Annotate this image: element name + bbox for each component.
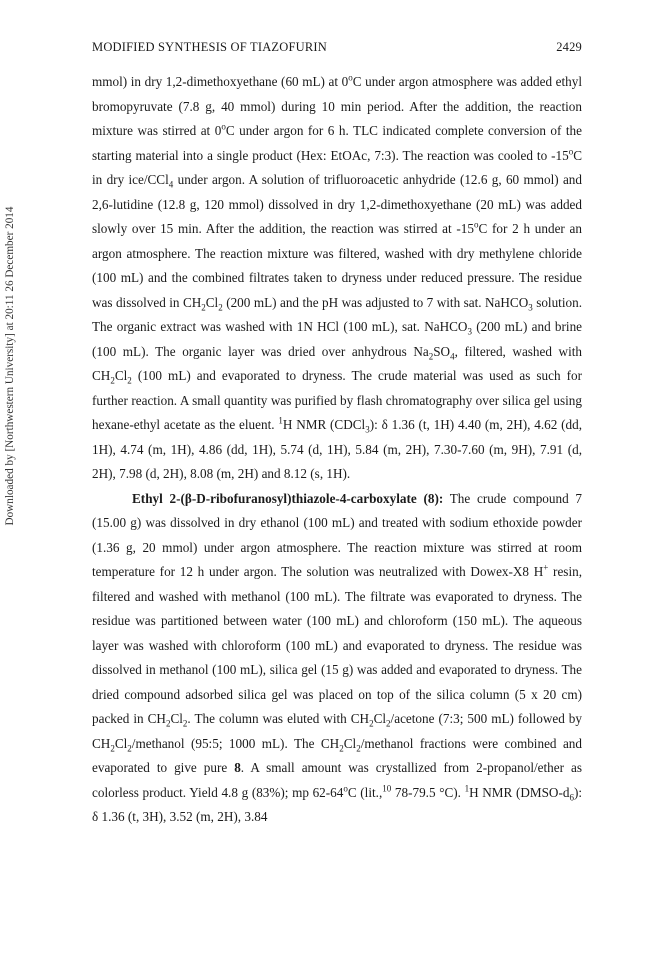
body-text <box>92 70 582 830</box>
download-margin-note: Downloaded by [Northwestern University] at 20:11 26 December 2014 <box>4 206 16 526</box>
paragraph-procedure: mmol) in dry 1,2-dimethoxyethane (60 mL) at 0$^o$C under argon atmosphere was added ethyl bromopyruvate (7.8 g, 40 mmol) during 10 min period. After the addition, the reaction mixture was stirred at 0$^o$C under argon for 6 h. TLC indicated complete conversion of the starting material into a single product (Hex: EtOAc, 7:3). The reaction was cooled to -15$^o$C in dry ice/CCl$_4$ under argon. A solution of trifluoroacetic anhydride (12.6 g, 60 mmol) and 2,6-lutidine (12.8 g, 120 mmol) dissolved in dry 1,2-dimethoxyethane (20 mL) was added slowly over 15 min. After the addition, the reaction was stirred at -15$^o$C for 2 h under an argon atmosphere. The reaction mixture was filtered, washed with dry methylene chloride (100 mL) and the combined filtrates taken to dryness under reduced pressure. The residue was dissolved in $CH_2Cl_2$ (200 mL) and the pH was adjusted to 7 with sat. NaHCO$_3$ solution. The organic extract was washed with 1N HCl (100 mL), sat. NaHCO$_3$ (200 mL) and brine (100 mL). The organic layer was dried over anhydrous $Na_2SO_4$, filtered, washed with $CH_2Cl_2$ (100 mL) and evaporated to dryness. The crude material was used as such for further reaction. A small quantity was purified by flash chromatography over silica gel using hexane-ethyl acetate as the eluent. $^1$H NMR (CDCl$_3$): δ 1.36 (t, 1H) 4.40 (m, 2H), 4.62 (dd, 1H), 4.74 (m, 1H), 4.86 (dd, 1H), 5.74 (d, 1H), 5.84 (m, 2H), 7.30-7.60 (m, 9H), 7.91 (d, 2H), 7.98 (d, 2H), 8.08 (m, 2H) and 8.12 (s, 1H). <box>92 72 583 481</box>
paragraph-compound-8: Ethyl 2-(β-D-ribofuranosyl)thiazole-4-carboxylate (8): The crude compound 7 (15.00 g) was dissolved in dry ethanol (100 mL) and treated with sodium ethoxide powder (1.36 g, 20 mmol) under argon atmosphere. The reaction mixture was stirred at room temperature for 12 h under argon. The solution was neutralized with Dowex-X8 H+ resin, filtered and washed with methanol (100 mL). The filtrate was evaporated to dryness. The residue was partitioned between water (100 mL) and chloroform (150 mL). The aqueous layer was washed with chloroform (100 mL) and evaporated to dryness. The residue was dissolved in methanol (100 mL), silica gel (15 g) was added and evaporated to dryness. The dried compound adsorbed silica gel was placed on top of the silica column (5 x 20 cm) packed in $CH_2Cl_2$. The column was eluted with $CH_2Cl_2$/acetone (7:3; 500 mL) followed by $CH_2Cl_2$/methanol (95:5; 1000 mL). The $CH_2Cl_2$/methanol fractions were combined and evaporated to give pure 8. A small amount was crystallized from 2-propanol/ether as colorless product. Yield 4.8 g (83%); mp 62-64$^o$C (lit.,$^{10}$ 78-79.5 °C). $^1$H NMR $(DMSO-d_6)$: δ 1.36 (t, 3H), 3.52 (m, 2H), 3.84 <box>92 490 583 824</box>
compound-heading: Ethyl 2-(β-D-ribofuranosyl)thiazole-4-carboxylate (8): <box>132 490 444 506</box>
page-number: 2429 <box>556 40 582 54</box>
running-header <box>92 40 582 55</box>
running-title: MODIFIED SYNTHESIS OF TIAZOFURIN <box>92 40 328 54</box>
